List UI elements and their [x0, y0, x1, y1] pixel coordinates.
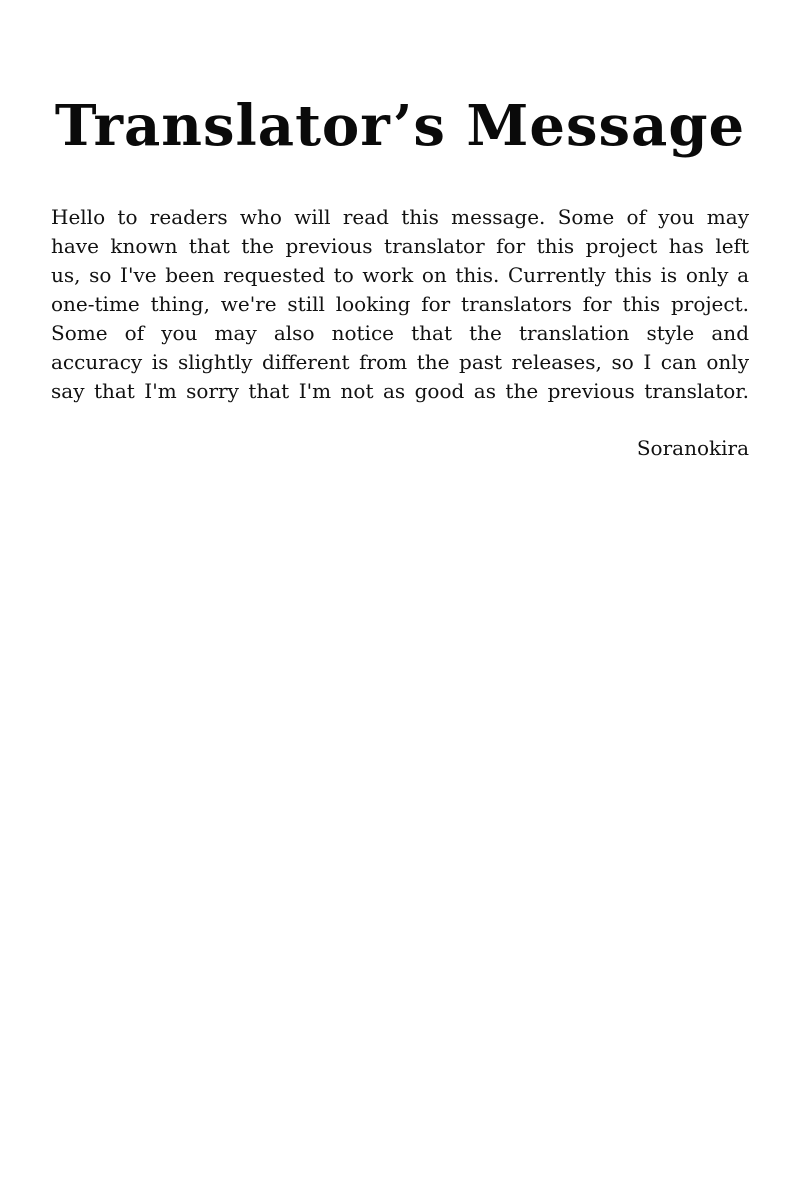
message-line: us, so I've been requested to work on this. Currently this is only a [51, 263, 749, 287]
message-line: Hello to readers who will read this message. Some of you may [51, 205, 749, 229]
message-line: accuracy is slightly different from the past releases, so I can only [51, 350, 749, 374]
message-body [51, 203, 749, 406]
message-line: have known that the previous translator for this project has left [51, 234, 749, 258]
message-line: one-time thing, we're still looking for translators for this project. [51, 292, 749, 316]
page-title: Translator’s Message [54, 93, 746, 159]
message-line: Some of you may also notice that the translation style and [51, 321, 749, 345]
signature: Soranokira [636, 436, 749, 460]
message-line: say that I'm sorry that I'm not as good as the previous translator. [51, 379, 749, 403]
